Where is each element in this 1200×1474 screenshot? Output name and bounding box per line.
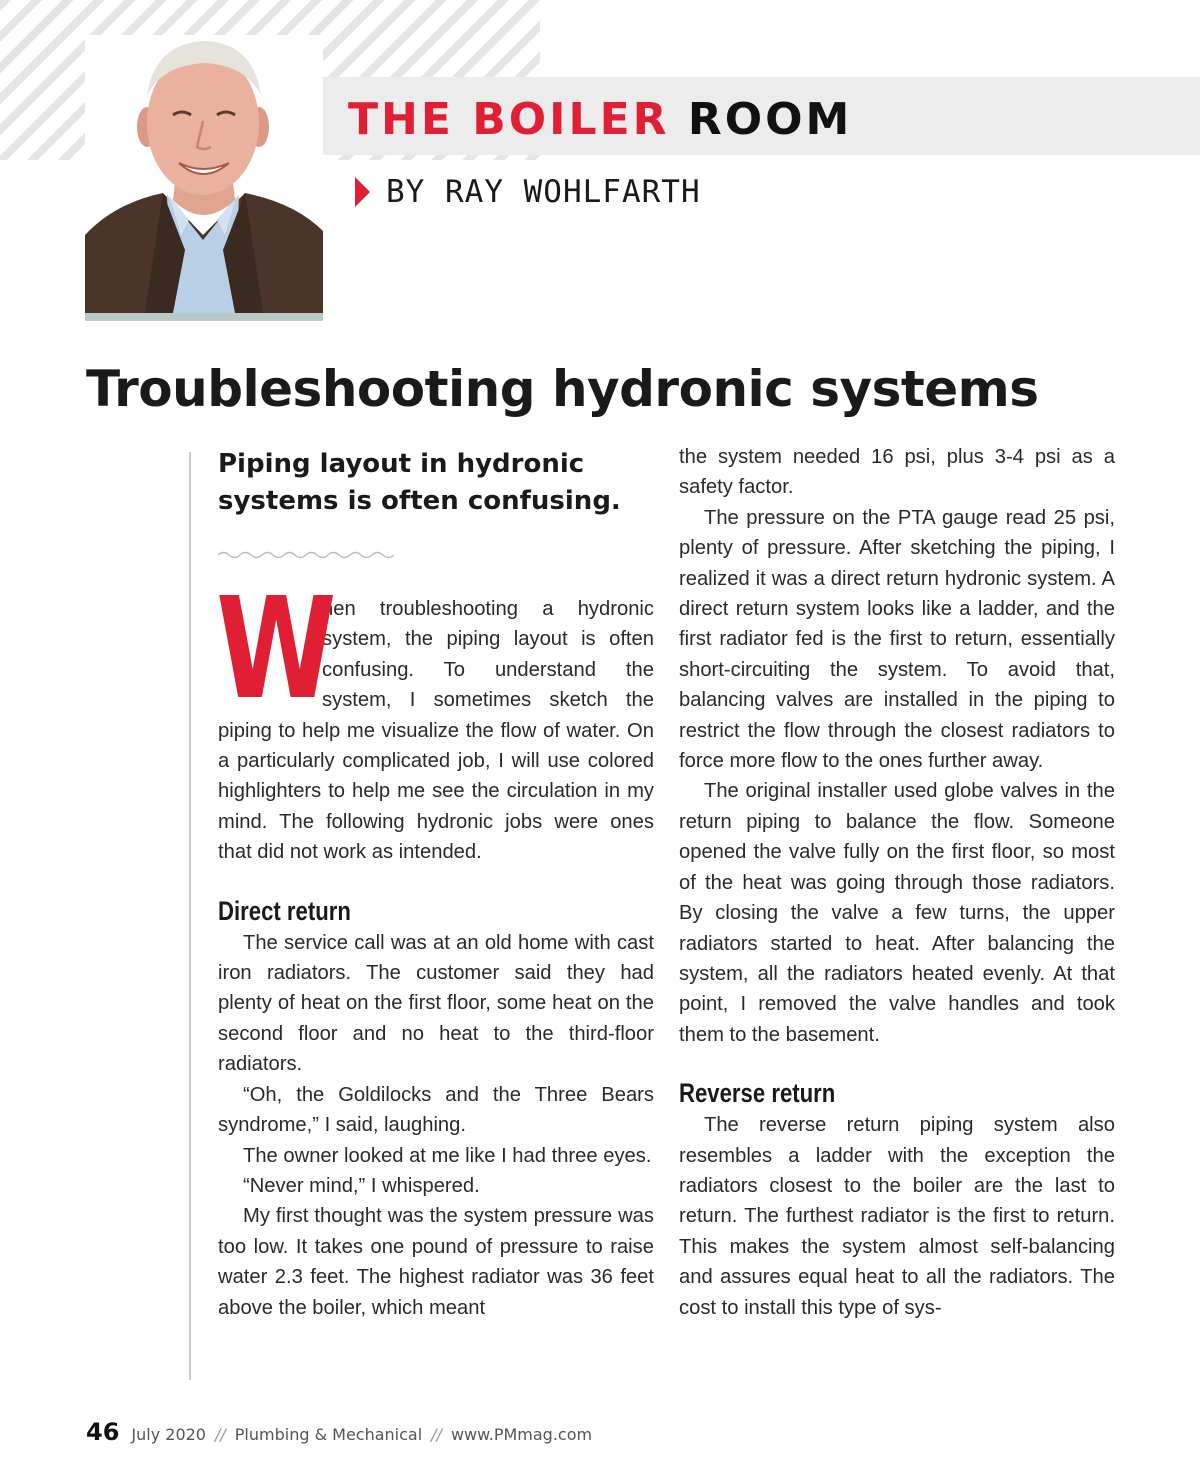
lead-text: hen troubleshooting a hydronic system, the piping layout is often confusing. To understand the system, I sometimes sketch the piping to help me visualize the flow of water. On a particularly complicated job, I will use colored highlighters to help me see the circulation in my mind. The following hydronic jobs were ones that did not work as intended. [218,598,654,864]
body-paragraph: The original installer used globe valves in the return piping to balance the flow. Someone opened the valve fully on the first floor, so most of the heat was going through those radiators. By closing the valve a few turns, the upper radiators started to heat. After balancing the system, all the radiators heated evenly. At that point, I removed the valve handles and took them to the basement. [679,780,1115,1046]
body-paragraph: “Oh, the Goldilocks and the Three Bears syndrome,” I said, laughing. [218,1083,654,1137]
lead-paragraph [216,568,654,868]
section-heading-direct-return: Direct return [218,895,351,926]
page-footer [86,1418,592,1452]
section-heading-reverse-return: Reverse return [679,1078,836,1109]
body-paragraph: The pressure on the PTA gauge read 25 psi, plenty of pressure. After sketching the piping, I realized it was a direct return hydronic system. A direct return system looks like a ladder, and the first radiator fed is the first to return, essentially short-circuiting the system. To avoid that, balancing valves are installed in the piping to restrict the flow through the closest radiators to force more flow to the ones further away. [679,506,1115,773]
magazine-name: Plumbing & Mechanical [234,1425,423,1444]
body-paragraph: “Never mind,” I whispered. [243,1174,480,1197]
page-number: 46 [86,1418,120,1446]
column-title-accent: THE BOILER [348,94,670,145]
body-paragraph: The service call was at an old home with cast iron radiators. The customer said they had plenty of heat on the first floor, some heat on the second floor and no heat to the third-floor radiators. [218,931,654,1076]
portrait-accent-bar [85,313,323,321]
body-paragraph: The owner looked at me like I had three eyes. [243,1144,652,1167]
body-paragraph: The reverse return piping system also resembles a ladder with the exception the radiators closest to the boiler are the last to return. The furthest radiator is the first to return. This makes the system almost self-balancing and assures equal heat to all the radiators. The cost to install this type of sys- [679,1114,1115,1319]
portrait-illustration [85,35,323,313]
author-byline: BY RAY WOHLFARTH [386,174,701,210]
column-title [348,93,852,147]
column-rule [189,452,191,1380]
byline-arrow-icon [355,177,370,207]
column-title-rest: ROOM [687,94,853,145]
left-column [216,568,654,1323]
footer-separator: // [214,1425,226,1444]
author-portrait [85,35,323,313]
body-paragraph: the system needed 16 psi, plus 3-4 psi as a safety factor. [679,446,1115,499]
body-paragraph: My first thought was the system pressure was too low. It takes one pound of pressure to raise water 2.3 feet. The highest radiator was 36 feet above the boiler, which meant [218,1205,654,1319]
footer-separator: // [431,1425,442,1444]
right-column [679,442,1115,1323]
issue-date: July 2020 [131,1425,206,1444]
wavy-divider [218,548,394,562]
drop-cap: W [216,568,337,731]
website-link[interactable]: www.PMmag.com [450,1425,593,1444]
article-deck: Piping layout in hydronic systems is often confusing. [218,449,621,516]
article-headline: Troubleshooting hydronic systems [86,360,1039,418]
